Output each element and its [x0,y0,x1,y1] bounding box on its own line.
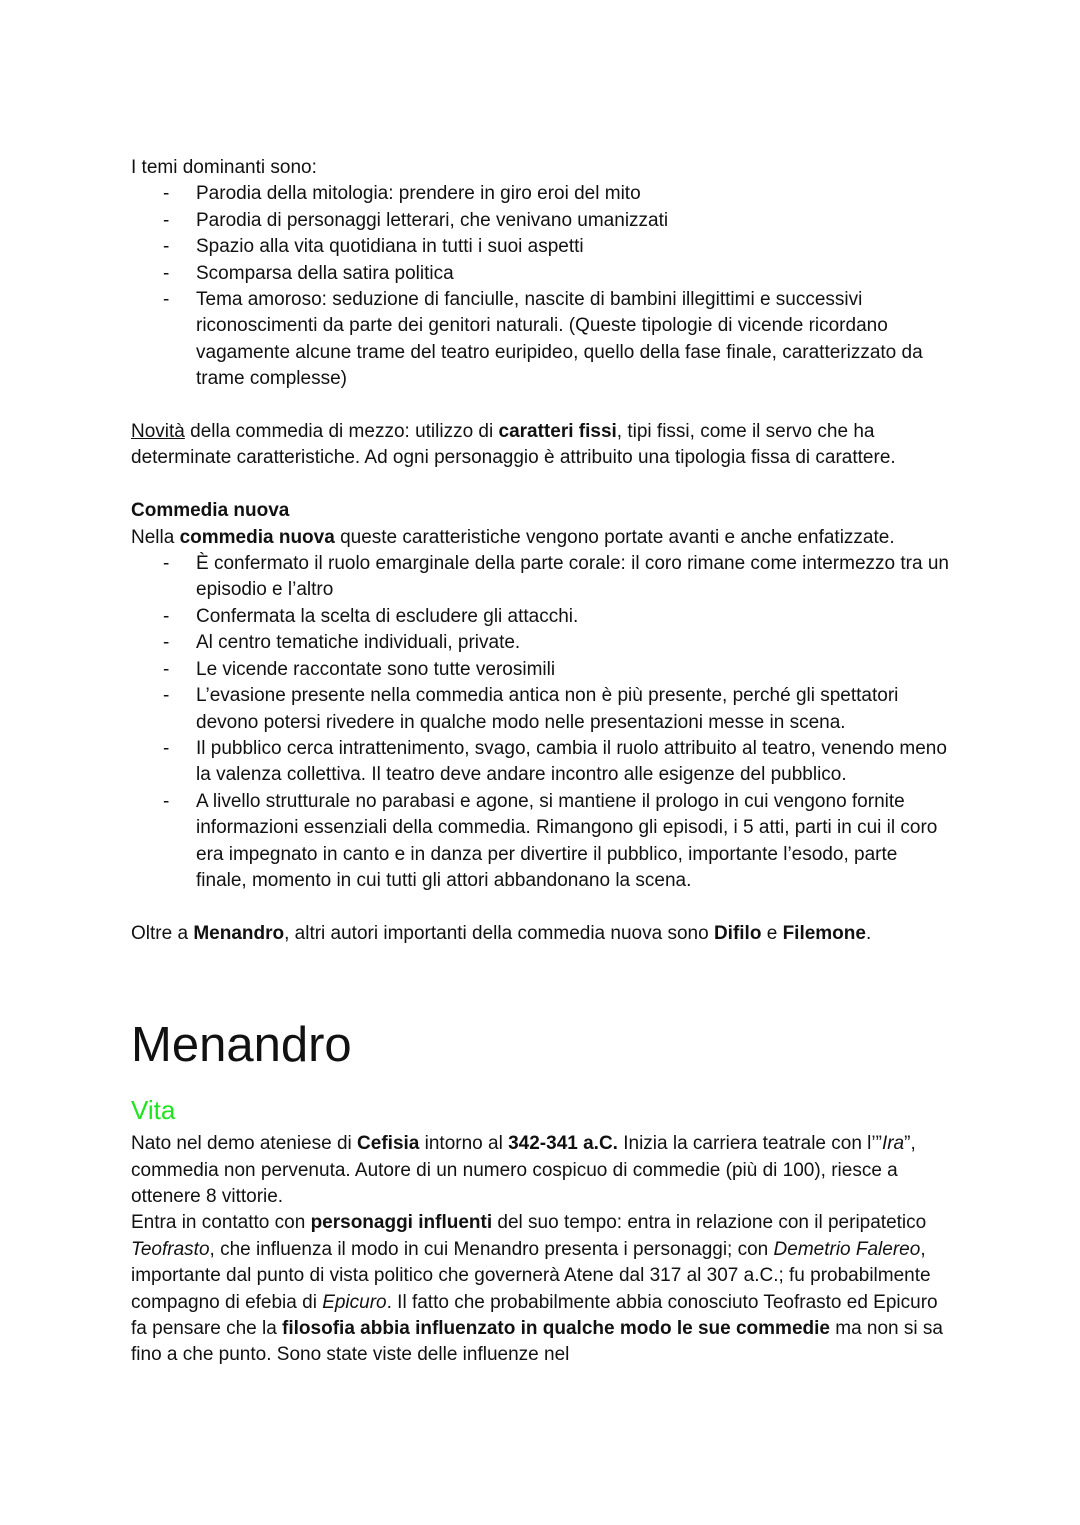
commedia-nuova-list [131,551,951,894]
list-item: - Tema amoroso: seduzione di fanciulle, nascite di bambini illegittimi e successivi riconoscimenti da parte dei genitori naturali. (Queste tipologie di vicende ricordano vagamente alcune trame del teatro euripideo, quello della fase finale, caratterizzato da trame complesse) [196,287,951,393]
section-heading-commedia-nuova: Commedia nuova [131,500,290,522]
list-item: - Parodia di personaggi letterari, che venivano umanizzati [196,208,951,234]
list-item: - Le vicende raccontate sono tutte verosimili [196,657,951,683]
list-item: - L’evasione presente nella commedia antica non è più presente, perché gli spettatori devono potersi rivedere in qualche modo nelle presentazioni messe in scena. [196,683,951,736]
document-page [131,155,951,1369]
commedia-nuova-intro: Nella commedia nuova queste caratteristiche vengono portate avanti e anche enfatizzate. [131,526,895,548]
list-item: - Il pubblico cerca intrattenimento, svago, cambia il ruolo attribuito al teatro, venendo meno la valenza collettiva. Il teatro deve andare incontro alle esigenze del pubblico. [196,736,951,789]
list-item: - A livello strutturale no parabasi e agone, si mantiene il prologo in cui vengono fornite informazioni essenziali della commedia. Rimangono gli episodi, i 5 atti, parti in cui il coro era impegnato in canto e in danza per divertire il pubblico, importante l’esodo, parte finale, momento in cui tutti gli attori abbandonano la scena. [196,789,951,895]
page-title: Menandro [131,1018,352,1073]
list-item: - Al centro tematiche individuali, private. [196,630,951,656]
vita-paragraph-2: Entra in contatto con personaggi influenti del suo tempo: entra in relazione con il peripatetico Teofrasto, che influenza il modo in cui Menandro presenta i personaggi; con Demetrio Falereo, importante dal punto di vista politico che governerà Atene dal 317 al 307 a.C.; fu probabilmente compagno di efebia di Epicuro. Il fatto che probabilmente abbia conosciuto Teofrasto ed Epicuro fa pensare che la filosofia abbia influenzato in qualche modo le sue commedie ma non si sa fino a che punto. Sono state viste delle influenze nel [131,1212,943,1366]
list-item: - Scomparsa della satira politica [196,261,951,287]
section-heading-vita: Vita [131,1095,176,1126]
intro-heading: I temi dominanti sono: [131,157,317,178]
novita-label: Novità [131,421,185,443]
list-item: - Parodia della mitologia: prendere in giro eroi del mito [196,181,951,207]
autori-paragraph: Oltre a Menandro, altri autori importanti della commedia nuova sono Difilo e Filemone. [131,922,872,944]
vita-paragraph-1: Nato nel demo ateniese di Cefisia intorno al 342-341 a.C. Inizia la carriera teatrale con l’”Ira”, commedia non pervenuta. Autore di un numero cospicuo di commedie (più di 100), riesce a ottenere 8 vittorie. [131,1133,916,1207]
list-item: - Spazio alla vita quotidiana in tutti i suoi aspetti [196,234,951,260]
list-item: - È confermato il ruolo emarginale della parte corale: il coro rimane come intermezzo tra un episodio e l’altro [196,551,951,604]
novita-paragraph: Novità della commedia di mezzo: utilizzo di caratteri fissi, tipi fissi, come il servo che ha determinate caratteristiche. Ad ogni personaggio è attribuito una tipologia fissa di carattere. [131,421,896,469]
themes-list [131,181,951,392]
list-item: - Confermata la scelta di escludere gli attacchi. [196,604,951,630]
